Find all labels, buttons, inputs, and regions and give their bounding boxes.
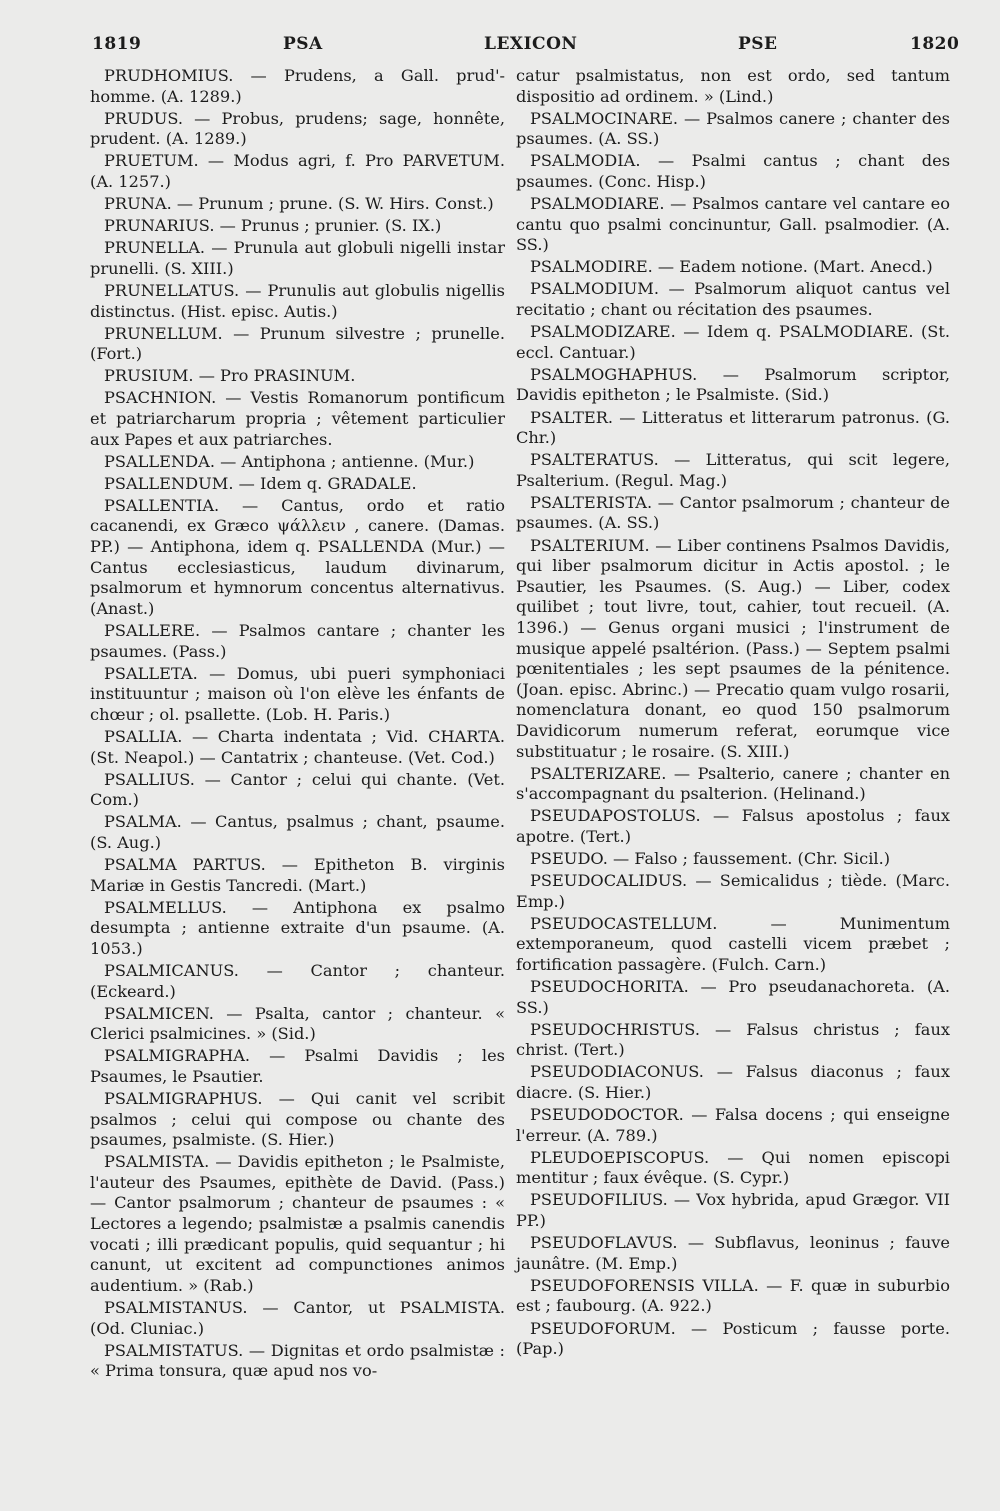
dictionary-entry: PSACHNION. — Vestis Romanorum pontificum et patriarcharum propria ; vêtement particulier aux Papes et aux patriarches. [90,388,505,449]
dictionary-entry: PSEUDOCASTELLUM. — Munimentum extemporaneum, quod castelli vicem præbet ; fortification passagère. (Fulch. Carn.) [516,913,950,974]
dictionary-entry: PSALTERIUM. — Liber continens Psalmos Davidis, qui liber psalmorum dicitur in Actis apostol. ; le Psautier, les Psaumes. (S. Aug.) — Liber, codex quilibet ; tout livre, tout, cahier, tout recueil. (A. 1396.) — Genus organi musici ; l'instrument de musique appelé psaltérion. (Pass.) — Septem psalmi pœnitentiales ; les sept psaumes de la pénitence. (Joan. episc. Abrinc.) — Precatio quam vulgo rosarii, nomenclatura donant, eo quod 150 psalmorum Davidicorum numerum referat, eorumque vice substituatur ; le rosaire. (S. XIII.) [516,535,950,761]
dictionary-entry: PSEUDAPOSTOLUS. — Falsus apostolus ; faux apotre. (Tert.) [516,806,950,846]
dictionary-entry: PSALMA PARTUS. — Epitheton B. virginis Mariæ in Gestis Tancredi. (Mart.) [90,854,505,895]
dictionary-entry: PSALMOCINARE. — Psalmos canere ; chanter des psaumes. (A. SS.) [516,108,950,149]
dictionary-entry: PSALMOGHAPHUS. — Psalmorum scriptor, Davidis epitheton ; le Psalmiste. (Sid.) [516,364,950,405]
dictionary-entry: PRUSIUM. — Pro PRASINUM. [104,366,356,386]
left-column [90,66,505,1383]
dictionary-entry: PSEUDOCALIDUS. — Semicalidus ; tiède. (Marc. Emp.) [516,871,950,911]
dictionary-entry: PSALLETA. — Domus, ubi pueri symphoniaci instituuntur ; maison où l'on elève les énfants de chœur ; ol. psallette. (Lob. H. Paris.) [90,663,505,724]
dictionary-entry: PRUDHOMIUS. — Prudens, a Gall. prud'-homme. (A. 1289.) [90,66,505,106]
dictionary-entry: PSALTERATUS. — Litteratus, qui scit legere, Psalterium. (Regul. Mag.) [516,450,950,490]
dictionary-entry: PSALMIGRAPHA. — Psalmi Davidis ; les Psaumes, le Psautier. [90,1046,505,1086]
dictionary-entry: PSEUDOFORENSIS VILLA. — F. quæ in suburbio est ; faubourg. (A. 922.) [516,1275,950,1316]
right-page-number: 1820 [910,34,960,54]
dictionary-entry: PRUNA. — Prunum ; prune. (S. W. Hirs. Const.) [104,194,494,214]
dictionary-entry: PSALMODIA. — Psalmi cantus ; chant des psaumes. (Conc. Hisp.) [516,151,950,191]
dictionary-entry: PSEUDOCHRISTUS. — Falsus christus ; faux christ. (Tert.) [516,1019,950,1060]
dictionary-entry: PSEUDO. — Falso ; faussement. (Chr. Sicil.) [530,848,891,868]
dictionary-entry: PSALMODIZARE. — Idem q. PSALMODIARE. (St. eccl. Cantuar.) [516,322,950,362]
dictionary-entry: PSALLENDUM. — Idem q. GRADALE. [104,473,417,493]
dictionary-entry: PSALMICANUS. — Cantor ; chanteur. (Eckeard.) [90,960,505,1001]
dictionary-entry: PRUETUM. — Modus agri, f. Pro PARVETUM. (A. 1257.) [90,151,505,191]
dictionary-entry: PSEUDODIACONUS. — Falsus diaconus ; faux diacre. (S. Hier.) [516,1062,950,1102]
dictionary-entry: catur psalmistatus, non est ordo, sed tantum dispositio ad ordinem. » (Lind.) [516,66,950,106]
dictionary-entry: PSALMELLUS. — Antiphona ex psalmo desumpta ; antienne extraite d'un psaume. (A. 1053.) [90,897,505,958]
dictionary-entry: PSALLIA. — Charta indentata ; Vid. CHARTA. (St. Neapol.) — Cantatrix ; chanteuse. (Vet. Cod.) [90,726,505,767]
dictionary-entry: PSALMA. — Cantus, psalmus ; chant, psaume. (S. Aug.) [90,812,505,852]
dictionary-entry: PSALMISTATUS. — Dignitas et ordo psalmistæ : « Prima tonsura, quæ apud nos vo- [90,1340,505,1381]
dictionary-entry: PRUNARIUS. — Prunus ; prunier. (S. IX.) [104,216,442,236]
dictionary-entry: PSEUDODOCTOR. — Falsa docens ; qui enseigne l'erreur. (A. 789.) [516,1105,950,1145]
dictionary-entry: PSALTER. — Litteratus et litterarum patronus. (G. Chr.) [516,407,950,448]
dictionary-entry: PSALLERE. — Psalmos cantare ; chanter les psaumes. (Pass.) [90,620,505,661]
dictionary-entry: PLEUDOEPISCOPUS. — Qui nomen episcopi mentitur ; faux évêque. (S. Cypr.) [516,1147,950,1188]
dictionary-entry: PSALMODIUM. — Psalmorum aliquot cantus vel recitatio ; chant ou récitation des psaumes. [516,279,950,320]
dictionary-entry: PSALMISTA. — Davidis epitheton ; le Psalmiste, l'auteur des Psaumes, epithète de David. (Pass.) — Cantor psalmorum ; chanteur de psaumes : « Lectores a legendo; psalmistæ a psalmis canendis vocati ; illi prædicant populis, quid sequantur ; hi canunt, ut excitent ad compunctiones animos audentium. » (Rab.) [90,1152,505,1295]
dictionary-entry: PSEUDOFILIUS. — Vox hybrida, apud Grægor. VII PP.) [516,1190,950,1231]
dictionary-entry: PSEUDOCHORITA. — Pro pseudanachoreta. (A. SS.) [516,977,950,1017]
dictionary-entry: PSALLENTIA. — Cantus, ordo et ratio cacanendi, ex Græco ψάλλειν , canere. (Damas. PP.) — Antiphona, idem q. PSALLENDA (Mur.) — Cantus ecclesiasticus, laudum divinarum, psalmorum et hymnorum concentus alternativus. (Anast.) [90,495,505,618]
dictionary-entry: PSALMIGRAPHUS. — Qui canit vel scribit psalmos ; celui qui compose ou chante des psaumes, psalmiste. (S. Hier.) [90,1089,505,1150]
right-running-head: PSE [738,34,778,54]
dictionary-entry: PRUNELLA. — Prunula aut globuli nigelli instar prunelli. (S. XIII.) [90,238,505,278]
dictionary-entry: PSALLENDA. — Antiphona ; antienne. (Mur.) [104,451,475,471]
dictionary-entry: PRUNELLATUS. — Prunulis aut globulis nigellis distinctus. (Hist. episc. Autis.) [90,280,505,321]
dictionary-entry: PRUNELLUM. — Prunum silvestre ; prunelle. (Fort.) [90,323,505,364]
dictionary-entry: PSALMICEN. — Psalta, cantor ; chanteur. « Clerici psalmicines. » (Sid.) [90,1003,505,1044]
page-title: LEXICON [484,34,578,54]
dictionary-entry: PSALTERIZARE. — Psalterio, canere ; chanter en s'accompagnant du psalterion. (Helinand.) [516,763,950,804]
right-column [516,66,950,1361]
dictionary-entry: PSALMODIRE. — Eadem notione. (Mart. Anecd.) [530,257,933,277]
dictionary-entry: PRUDUS. — Probus, prudens; sage, honnête, prudent. (A. 1289.) [90,108,505,149]
dictionary-entry: PSALMODIARE. — Psalmos cantare vel cantare eo cantu quo psalmi concinuntur, Gall. psalmodier. (A. SS.) [516,194,950,255]
dictionary-entry: PSALTERISTA. — Cantor psalmorum ; chanteur de psaumes. (A. SS.) [516,492,950,533]
dictionary-entry: PSALMISTANUS. — Cantor, ut PSALMISTA. (Od. Cluniac.) [90,1297,505,1338]
dictionary-entry: PSALLIUS. — Cantor ; celui qui chante. (Vet. Com.) [90,769,505,810]
left-running-head: PSA [283,34,323,54]
dictionary-entry: PSEUDOFLAVUS. — Subflavus, leoninus ; fauve jaunâtre. (M. Emp.) [516,1233,950,1273]
left-page-number: 1819 [92,34,142,54]
dictionary-entry: PSEUDOFORUM. — Posticum ; fausse porte. (Pap.) [516,1318,950,1359]
